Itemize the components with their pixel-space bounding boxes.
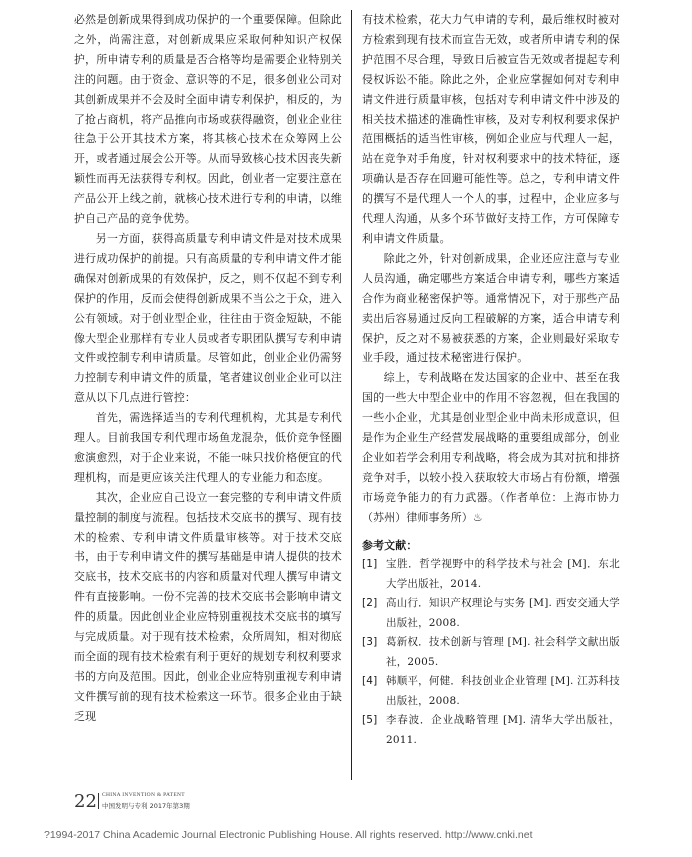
reference-item	[362, 633, 620, 672]
right-paragraphs	[362, 10, 620, 528]
reference-text: 宝胜．哲学视野中的科学技术与社会 [M]．东北大学出版社，2014.	[386, 558, 620, 590]
paragraph: 综上，专利战略在发达国家的企业中、甚至在我国的一些大中型企业中的作用不容忽视，但在我国的一些小企业，尤其是创业型企业中尚未形成意识，但是作为企业生产经营发展战略的重要组成部分，创业企业如若学会利用专利战略，将会成为其对抗和排挤竞争对手，以较小投入获取较大市场占有份额，增强市场竞争能力的有力武器。（作者单位：上海市协力（苏州）律师事务所）♨	[362, 371, 620, 524]
page-number: 22	[74, 791, 97, 812]
references-title: 参考文献：	[362, 538, 418, 552]
paragraph: 首先，需选择适当的专利代理机构，尤其是专利代理人。目前我国专利代理市场鱼龙混杂，低价竞争怪圈愈演愈烈，对于企业来说，不能一味只找价格便宜的代理机构，而是更应该关注代理人的专业能力和态度。	[74, 411, 342, 484]
reference-number: [1]	[362, 558, 378, 571]
reference-item	[362, 672, 620, 711]
journal-name-cn: 中国发明与专利 2017年第3期	[102, 802, 190, 810]
paragraph: 必然是创新成果得到成功保护的一个重要保障。但除此之外，尚需注意，对创新成果应采取何种知识产权保护，所申请专利的质量是否合格等均是需要企业特别关注的问题。由于资金、意识等的不足，很多创业公司对其创新成果并不会及时全面申请专利保护，相反的，为了抢占商机，将产品推向市场或获得融资，创业企业往往急于公开其技术方案，将其核心技术在众筹网上公开，或者通过展会公开等。从而导致核心技术因丧失新颖性而再无法获得专利权。因此，创业者一定要注意在产品公开上线之前，就核心技术进行专利的申请，以维护自己产品的竞争优势。	[74, 13, 342, 226]
paragraph: 其次，企业应自己设立一套完整的专利申请文件质量控制的制度与流程。包括技术交底书的撰写、现有技术的检索、专利申请文件质量审核等。对于技术交底书，由于专利申请文件的撰写基础是申请人提供的技术交底书，技术交底书的内容和质量对代理人撰写申请文件有直接影响。一份不完善的技术交底书会影响申请文件的质量。因此创业企业应特别重视技术交底书的填写与完成质量。对于现有技术检索，众所周知，相对彻底而全面的现有技术检索有利于更好的规划专利权利要求书的方向及范围。因此，创业企业应特别重视专利申请文件撰写前的现有技术检索这一环节。很多企业由于缺乏现	[74, 490, 342, 723]
paragraph: 有技术检索，花大力气申请的专利，最后维权时被对方检索到现有技术而宣告无效，或者所申请专利的保护范围不尽合理，导致日后被宣告无效或者提起专利侵权诉讼不能。除此之外，企业应掌握如何对专利申请文件进行质量审核，包括对专利申请文件中涉及的相关技术描述的准确性审核，及对专利权利要求保护范围概括的适当性审核，例如企业应与代理人一起，站在竞争对手角度，针对权利要求中的技术特征，逐项确认是否存在回避可能性等。总之，专利申请文件的撰写不是代理人一个人的事，过程中，企业应多与代理人沟通，从多个环节做好支持工作，方可保障专利申请文件质量。	[362, 13, 620, 245]
reference-text: 葛新权．技术创新与管理 [M]. 社会科学文献出版社，2005.	[386, 636, 620, 668]
reference-text: 高山行．知识产权理论与实务 [M]. 西安交通大学出版社，2008.	[386, 597, 620, 629]
references-list	[362, 555, 620, 750]
reference-text: 李春波．企业战略管理 [M]. 清华大学出版社，2011.	[386, 714, 620, 746]
footer-divider	[98, 793, 99, 809]
journal-name-en: CHINA INVENTION & PATENT	[102, 792, 185, 798]
reference-text: 韩顺平，何健．科技创业企业管理 [M]. 江苏科技出版社，2008.	[386, 675, 620, 707]
paragraph: 另一方面，获得高质量专利申请文件是对技术成果进行成功保护的前提。只有高质量的专利申请文件才能确保对创新成果的有效保护，反之，则不仅起不到专利保护的作用，反而会使得创新成果不当公之于众，进入公有领域。对于创业型企业，往往由于资金短缺，不能像大型企业那样有专业人员或者专职团队撰写专利申请文件或控制专利申请质量。尽管如此，创业企业仍需努力控制专利申请文件的质量，笔者建议创业企业可以注意从以下几点进行管控：	[74, 231, 342, 405]
reference-number: [5]	[362, 714, 378, 727]
left-column	[74, 10, 342, 727]
column-divider	[351, 10, 352, 780]
reference-number: [3]	[362, 636, 378, 649]
reference-number: [2]	[362, 597, 378, 610]
copyright-notice: ?1994-2017 China Academic Journal Electronic Publishing House. All rights reserved. http://www.cnki.net	[44, 829, 533, 841]
paragraph: 除此之外，针对创新成果，企业还应注意与专业人员沟通，确定哪些方案适合申请专利，哪些方案适合作为商业秘密保护等。通常情况下，对于那些产品卖出后容易通过反向工程破解的方案，适合申请专利保护，反之对不易被获悉的方案，企业则最好采取专业手段，通过技术秘密进行保护。	[362, 251, 620, 365]
right-column	[362, 10, 620, 750]
reference-number: [4]	[362, 675, 378, 688]
reference-item	[362, 555, 620, 594]
reference-item	[362, 594, 620, 633]
reference-item	[362, 711, 620, 750]
